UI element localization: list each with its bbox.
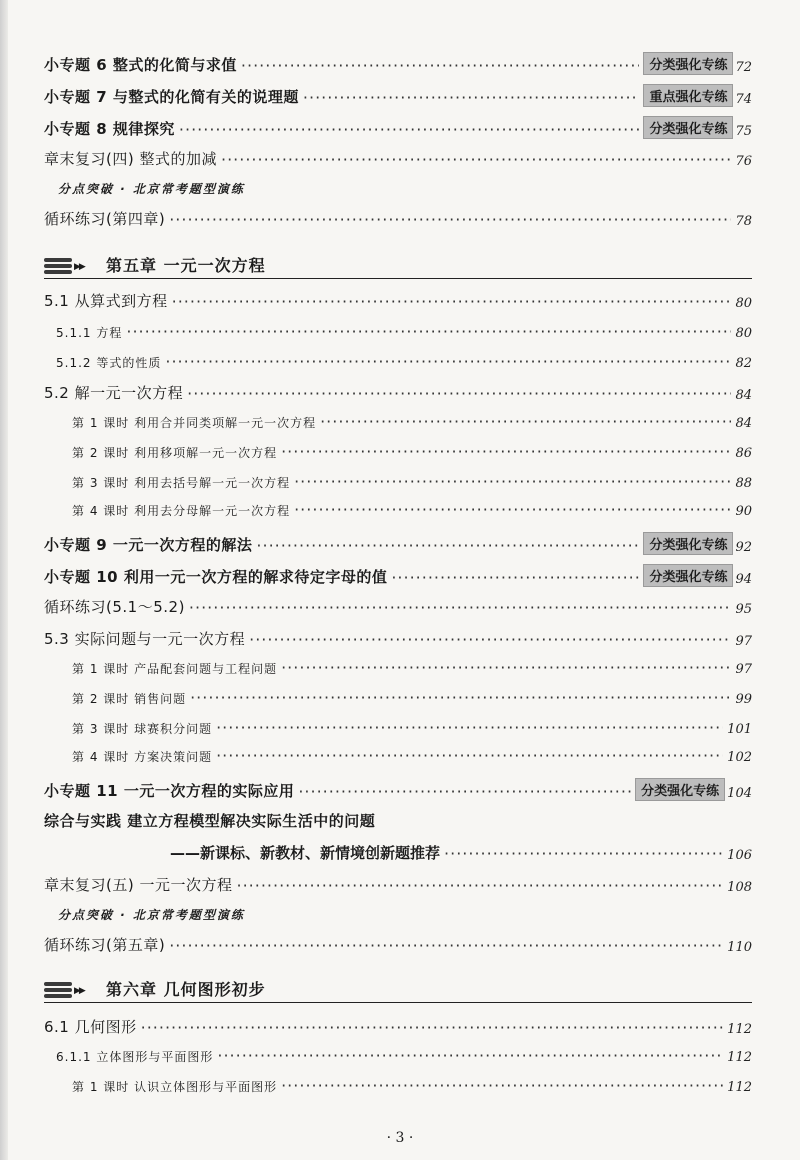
entry-title: 第 4 课时 利用去分母解一元一次方程: [72, 504, 291, 518]
entry-title: 5.1.2 等式的性质: [56, 356, 162, 370]
leader-dots: [256, 536, 639, 555]
entry-title: 第 3 课时 利用去括号解一元一次方程: [72, 476, 291, 490]
toc-entry-lesson[interactable]: [72, 412, 752, 431]
toc-entry-lesson[interactable]: [72, 688, 752, 707]
entry-title: 第 2 课时 销售问题: [72, 692, 187, 706]
leader-dots: [298, 782, 631, 801]
badge-label: 重点强化专练: [643, 84, 733, 107]
entry-title: 第 4 课时 方案决策问题: [72, 750, 213, 764]
page-number: 106: [727, 848, 752, 863]
chapter-title: 第六章 几何图形初步: [106, 980, 266, 999]
leader-dots: [172, 292, 732, 311]
entry-title: 5.1 从算式到方程: [44, 292, 168, 310]
toc-entry-chapter-review-4[interactable]: [44, 148, 752, 169]
leader-dots: [126, 322, 731, 341]
toc-entry-lesson[interactable]: [72, 472, 752, 491]
toc-entry-topic-6[interactable]: [44, 52, 752, 75]
page-number: 95: [735, 602, 752, 617]
leader-dots: [165, 352, 731, 371]
leader-dots: [216, 718, 723, 737]
toc-entry-5-3[interactable]: [44, 628, 752, 649]
leader-dots: [141, 1018, 724, 1037]
page-number: 78: [735, 214, 752, 229]
toc-entry-lesson[interactable]: [72, 658, 752, 677]
entry-title: 循环练习(5.1～5.2): [44, 598, 185, 616]
entry-title: 5.1.1 方程: [56, 326, 123, 340]
toc-entry-cycle-practice-5-1[interactable]: [44, 596, 752, 617]
leader-dots: [444, 844, 723, 863]
toc-entry-lesson[interactable]: [72, 500, 752, 519]
page-number: 72: [735, 60, 752, 75]
page-number: 84: [735, 416, 752, 431]
entry-title: 小专题 10 利用一元一次方程的解求待定字母的值: [44, 568, 388, 586]
leader-dots: [249, 630, 731, 649]
leader-dots: [189, 598, 732, 617]
toc-entry-cycle-practice-5[interactable]: [44, 934, 752, 955]
toc-entry-lesson[interactable]: [72, 718, 752, 737]
entry-title: 章末复习(四) 整式的加减: [44, 150, 217, 168]
toc-entry-5-1[interactable]: [44, 290, 752, 311]
toc-entry-topic-7[interactable]: [44, 84, 752, 107]
leader-dots: [217, 1046, 723, 1065]
chapter-heading-5: [44, 252, 752, 279]
toc-entry-6-1-1[interactable]: [56, 1046, 752, 1065]
page-number: 80: [735, 296, 752, 311]
entry-title: ——新课标、新教材、新情境创新题推荐: [170, 844, 441, 862]
toc-entry-5-2[interactable]: [44, 382, 752, 403]
toc-entry-topic-9[interactable]: [44, 532, 752, 555]
toc-entry-6-1[interactable]: [44, 1016, 752, 1037]
toc-entry-chapter-review-5[interactable]: [44, 874, 752, 895]
page-number: 101: [727, 722, 752, 737]
entry-title: 循环练习(第四章): [44, 210, 166, 228]
page-number: 99: [735, 692, 752, 707]
page-number: 90: [735, 504, 752, 519]
page-number: 108: [727, 880, 752, 895]
entry-title: 第 2 课时 利用移项解一元一次方程: [72, 446, 278, 460]
page-number: 104: [727, 786, 752, 801]
page-number: 82: [735, 356, 752, 371]
entry-title: 第 3 课时 球赛积分问题: [72, 722, 213, 736]
page-number: 88: [735, 476, 752, 491]
toc-entry-practice-subtitle[interactable]: [170, 842, 752, 863]
toc-entry-cycle-practice-4[interactable]: [44, 208, 752, 229]
entry-title: 6.1 几何图形: [44, 1018, 137, 1036]
section-label: 分点突破 · 北京常考题型演练: [58, 908, 245, 922]
page-number: 84: [735, 388, 752, 403]
leader-dots: [281, 442, 731, 461]
toc-entry-lesson[interactable]: [72, 746, 752, 765]
leader-dots: [281, 658, 731, 677]
leader-dots: [303, 88, 640, 107]
leader-dots: [391, 568, 639, 587]
chapter-title: 第五章 一元一次方程: [106, 256, 266, 275]
entry-title: 6.1.1 立体图形与平面图形: [56, 1050, 214, 1064]
leader-dots: [236, 876, 723, 895]
page-number: 80: [735, 326, 752, 341]
toc-entry-5-1-1[interactable]: [56, 322, 752, 341]
leader-dots: [221, 150, 731, 169]
toc-entry-topic-10[interactable]: [44, 564, 752, 587]
chapter-heading-6: [44, 976, 752, 1003]
entry-title: 章末复习(五) 一元一次方程: [44, 876, 233, 894]
leader-dots: [190, 688, 731, 707]
entry-title: 小专题 7 与整式的化简有关的说理题: [44, 88, 299, 106]
entry-title: 第 1 课时 利用合并同类项解一元一次方程: [72, 416, 317, 430]
section-label: 分点突破 · 北京常考题型演练: [58, 182, 245, 196]
arrow-icon: ▶▶: [74, 262, 84, 272]
page-number: 75: [735, 124, 752, 139]
page-number: 86: [735, 446, 752, 461]
entry-title: 5.2 解一元一次方程: [44, 384, 184, 402]
leader-dots: [320, 412, 731, 431]
entry-title: 5.3 实际问题与一元一次方程: [44, 630, 246, 648]
entry-title: 小专题 11 一元一次方程的实际应用: [44, 782, 295, 800]
page-number: 112: [727, 1050, 752, 1065]
page-number: 112: [727, 1080, 752, 1095]
arrow-icon: ▶▶: [74, 986, 84, 996]
badge-label: 分类强化专练: [643, 116, 733, 139]
entry-title: 第 1 课时 认识立体图形与平面图形: [72, 1080, 278, 1094]
page-number: 102: [727, 750, 752, 765]
page-number: 76: [735, 154, 752, 169]
leader-dots: [241, 56, 640, 75]
leader-dots: [281, 1076, 723, 1095]
toc-entry-topic-8[interactable]: [44, 116, 752, 139]
entry-title: 小专题 6 整式的化简与求值: [44, 56, 237, 74]
page-number: 112: [727, 1022, 752, 1037]
footer-page-number: · 3 ·: [386, 1130, 414, 1146]
leader-dots: [187, 384, 731, 403]
books-icon: [44, 980, 74, 1000]
books-icon: [44, 256, 74, 276]
toc-entry-5-1-2[interactable]: [56, 352, 752, 371]
badge-label: 分类强化专练: [643, 532, 733, 555]
entry-title: 小专题 9 一元一次方程的解法: [44, 536, 253, 554]
leader-dots: [179, 120, 640, 139]
entry-title: 第 1 课时 产品配套问题与工程问题: [72, 662, 278, 676]
page-number: 94: [735, 572, 752, 587]
toc-entry-lesson[interactable]: [72, 442, 752, 461]
badge-label: 分类强化专练: [635, 778, 725, 801]
toc-entry-topic-11[interactable]: [44, 778, 752, 801]
entry-title: 循环练习(第五章): [44, 936, 166, 954]
leader-dots: [216, 746, 723, 765]
page-number: 92: [735, 540, 752, 555]
badge-label: 分类强化专练: [643, 52, 733, 75]
leader-dots: [294, 500, 731, 519]
page-number: 97: [735, 662, 752, 677]
badge-label: 分类强化专练: [643, 564, 733, 587]
toc-entry-practice-title[interactable]: 综合与实践 建立方程模型解决实际生活中的问题: [44, 812, 376, 830]
page-number: 74: [735, 92, 752, 107]
toc-entry-lesson[interactable]: [72, 1076, 752, 1095]
page-number: 110: [727, 940, 752, 955]
leader-dots: [294, 472, 731, 491]
entry-title: 小专题 8 规律探究: [44, 120, 175, 138]
page-number: 97: [735, 634, 752, 649]
leader-dots: [169, 936, 723, 955]
leader-dots: [169, 210, 731, 229]
